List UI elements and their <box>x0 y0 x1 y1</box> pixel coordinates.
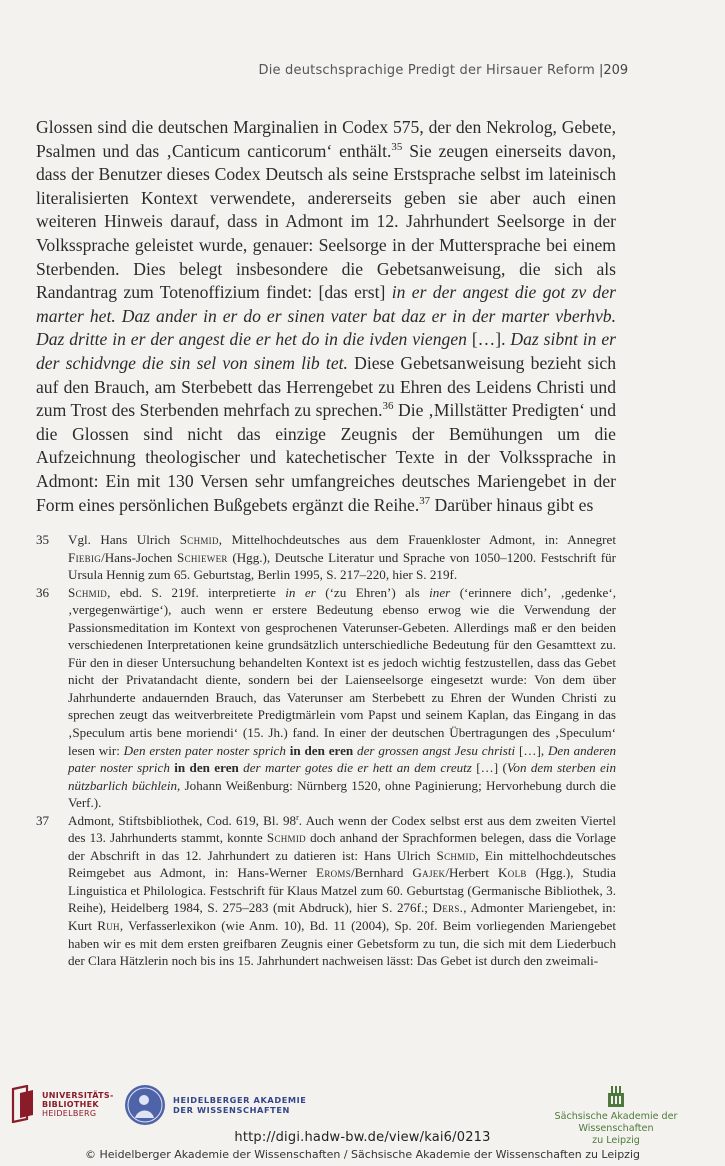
text-run: Glossen sind die deutschen Marginalien in Codex 575, der den Nekrolog, Gebete, Psalmen und das ‚Canticum canticorum‘ enthält. <box>36 117 616 161</box>
footnote-text: Admont, Stiftsbibliothek, Cod. 619, Bl. 98$^r$. Auch wenn der Codex selbst erst aus dem zweiten Viertel des 13. Jahrhunderts stammt, konnte Schmid doch anhand der Sprachformen belegen, dass die Vorlage der Abschrift in das 12. Jahrhundert zu datieren ist: Hans Ulrich Schmid, Ein mittelhochdeutsches Reimgebet aus Admont, in: Hans-Werner Eroms/Bernhard Gajek/Herbert Kolb (Hgg.), Studia Linguistica et Philologica. Festschrift für Klaus Matzel zum 60. Geburtstag (Germanische Bibliothek, 3. Reihe), Heidelberg 1984, S. 275–283 (mit Abdruck), hier S. 276f.; Ders., Admonter Mariengebet, in: Kurt Ruh, Verfasserlexikon (wie Anm. 10), Bd. 11 (2004), Sp. 20f. Beim vorliegenden Mariengebet haben wir es mit dem ersten greifbaren Zeugnis einer Gebetsform zu tun, die sich mit dem Liederbuch der Clara Hätzlerin noch bis ins 15. Jahrhundert nachweisen lässt: Das Gebet ist durch den zweimali- <box>68 812 616 969</box>
running-title: Die deutschsprachige Predigt der Hirsauer Reform <box>258 63 595 78</box>
footnote-number: 37 <box>36 812 50 828</box>
text-run: Diese Gebetsanweisung bezieht sich auf den Brauch, am Sterbebett das Herrengebet zu Ehren des Leidens Christi und zum Trost des Sterbenden mehrfach zu sprechen. <box>36 352 616 421</box>
ub-logo-text: UNIVERSITÄTS- BIBLIOTHEK HEIDELBERG <box>42 1090 114 1118</box>
saxon-academy-city: zu Leipzig <box>592 1135 640 1146</box>
quotation: Daz sibnt in er der schidvnge die sin sel von sinem lib tet. <box>36 329 616 373</box>
hadw-logo-text: HEIDELBERGER AKADEMIE DER WISSENSCHAFTEN <box>173 1095 307 1115</box>
text-run: Sie zeugen einerseits davon, dass der Benutzer dieses Codex Deutsch als seine Erstsprache selbst im lateinisch literalisierten Kontext verwendete, andererseits geben sie aber auch einen weiteren Hinweis darauf, dass in Admont im 12. Jahrhundert Seelsorge in der Volkssprache geleistet wurde, genauer: Seelsorge in der Muttersprache bei einem Sterbenden. Dies belegt insbesondere die Gebetsanweisung, die sich als Randantrag zum Totenoffizium findet: [das erst] <box>36 140 616 303</box>
text-run: […]. <box>466 329 511 350</box>
footnote-36 <box>36 584 616 812</box>
quotation: in er der angest die got zv der marter het. Daz ander in er do er sinen vater bat daz er in der marter vberhvb. Daz dritte in er der angest die er het do in die ivden viengen <box>36 282 617 350</box>
footnote-number: 36 <box>36 584 50 600</box>
header-separator: | <box>599 63 604 78</box>
text-run: Darüber hinaus gibt es <box>430 494 594 515</box>
body-paragraph <box>36 116 616 517</box>
main-text <box>36 116 616 517</box>
digitization-footer <box>0 1085 725 1166</box>
footnotes <box>36 531 616 970</box>
permalink-url[interactable]: http://digi.hadw-bw.de/view/kai6/0213 <box>234 1130 491 1145</box>
page-number: 209 <box>603 63 629 78</box>
hadw-seal-icon <box>125 1085 165 1125</box>
running-head <box>259 63 596 78</box>
ub-logo-icon <box>10 1085 36 1123</box>
footnote-text: Schmid, ebd. S. 219f. interpretierte in er (‘zu Ehren’) als iner (‘erinnere dich’, ‚gedenke‘, ‚vergegenwärtige‘), auch wenn er erstere Bedeutung ebenso erwog wie die Verwendung der Passionsmeditation im Kontext von gesprochenen Vaterunser-Gebeten. Allerdings maß er den beiden verschiedenen Interpretationen keine grundsätzlich unterschiedliche Bedeutung für den Gesamttext zu. Für den in dieser Untersuchung behandelten Kontext ist es jedoch wichtig festzustellen, dass das Gebet nicht der Privatandacht diente, sondern bei der Laienseelsorge eingesetzt wurde: Von dem über Jahrhunderte andauernden Brauch, das Vaterunser am Sterbebett zu Ehren der Wunden Christi zu sprechen zeugt das weitverbreitete Predigtmärlein vom Papst und seinem Kaplan, das Eingang in das ‚Speculum artis bene moriendi‘ (15. Jh.) fand. In einer der deutschen Übertragungen des ‚Speculum‘ lesen wir: Den ersten pater noster sprich in den eren der grossen angst Jesu christi […], Den anderen pater noster sprich in den eren der marter gotes die er hett an dem creutz […] (Von dem sterben ein nützbarlich büchlein, Johann Weißenburg: Nürnberg 1520, ohne Paginierung; Hervorhebung durch die Verf.). <box>68 584 617 811</box>
footnote-35 <box>36 531 616 584</box>
footnote-ref-36[interactable]: 36 <box>382 400 394 413</box>
footnote-ref-37[interactable]: 37 <box>419 494 431 507</box>
text-run: Die ‚Millstätter Predigten‘ und die Glossen sind nicht das einzige Zeugnis der Bemühungen um die Aufzeichnung theologischer und katechetischer Texte in der Volkssprache in Admont: Ein mit 130 Versen sehr umfangreiches deutsches Mariengebet in der Form eines persönlichen Bußgebets ergänzt die Reihe. <box>36 400 616 515</box>
footnote-37 <box>36 812 616 970</box>
saxon-academy-name: Sächsische Akademie der Wissenschaften <box>554 1111 678 1134</box>
copyright-notice: © Heidelberger Akademie der Wissenschaften / Sächsische Akademie der Wissenschaften zu Leipzig <box>84 1148 640 1161</box>
footnote-text: Vgl. Hans Ulrich Schmid, Mittelhochdeutsches aus dem Frauenkloster Admont, in: Annegret Fiebig/Hans-Jochen Schiewer (Hgg.), Deutsche Literatur und Sprache von 1050–1200. Festschrift für Ursula Hennig zum 65. Geburtstag, Berlin 1995, S. 217–220, hier S. 219f. <box>68 532 616 583</box>
footnote-ref-35[interactable]: 35 <box>391 140 403 153</box>
ub-heidelberg-logo[interactable] <box>10 1085 114 1123</box>
saxon-academy-icon <box>607 1085 625 1107</box>
footnote-number: 35 <box>36 532 50 547</box>
page-number-block <box>599 63 628 78</box>
hadw-logo[interactable] <box>125 1085 307 1125</box>
